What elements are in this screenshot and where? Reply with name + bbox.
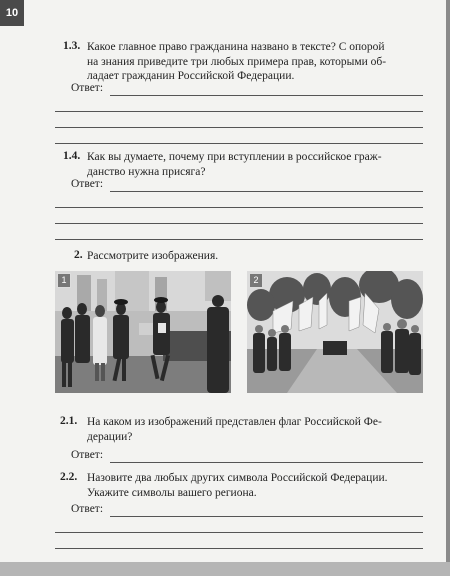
- task-1-4-line-1: Как вы думаете, почему при вступлении в российское граж-: [87, 151, 382, 163]
- task-2-1-text: [87, 415, 422, 444]
- task-2-2-line-1: Назовите два любых других символа Российской Федерации.: [87, 472, 388, 484]
- answer-line[interactable]: [55, 207, 423, 208]
- task-2-2-number: 2.2.: [60, 471, 78, 483]
- photo-2-badge: 2: [249, 273, 263, 288]
- task-1-4-text: [87, 150, 422, 179]
- answer-line[interactable]: [55, 223, 423, 224]
- answer-line[interactable]: [110, 462, 423, 463]
- answer-line[interactable]: [110, 95, 423, 96]
- task-2-2-answer-label: Ответ:: [71, 503, 104, 515]
- task-1-3-line-2: на знания приведите три любых примера прав, которыми об-: [87, 55, 387, 68]
- task-1-4-line-2: данство нужна присяга?: [87, 165, 206, 178]
- task-1-3-number: 1.3.: [63, 40, 81, 52]
- task-1-4-answer-label: Ответ:: [71, 178, 104, 190]
- task-2-2-line-2: Укажите символы вашего региона.: [87, 486, 257, 499]
- answer-line[interactable]: [55, 127, 423, 128]
- answer-line[interactable]: [110, 516, 423, 517]
- answer-line[interactable]: [110, 191, 423, 192]
- answer-line[interactable]: [55, 239, 423, 240]
- task-2-text: Рассмотрите изображения.: [87, 250, 219, 262]
- task-1-3-line-3: ладает гражданин Российской Федерации.: [87, 70, 295, 82]
- task-2-1-answer-label: Ответ:: [71, 449, 104, 461]
- page-edge-shadow: [0, 562, 450, 576]
- answer-line[interactable]: [55, 111, 423, 112]
- task-2-number: 2.: [74, 249, 83, 261]
- task-1-4-number: 1.4.: [63, 150, 81, 162]
- task-2-1-number: 2.1.: [60, 415, 78, 427]
- task-2-1-line-2: дерации?: [87, 430, 133, 443]
- answer-line[interactable]: [55, 532, 423, 533]
- photo-1-badge: 1: [57, 273, 71, 288]
- task-1-3-line-1: Какое главное право гражданина названо в тексте? С опорой: [87, 41, 385, 53]
- answer-line[interactable]: [55, 143, 423, 144]
- photo-flag-parade: [247, 271, 423, 393]
- task-2-1-line-1: На каком из изображений представлен флаг Российской Фе-: [87, 416, 382, 428]
- answer-line[interactable]: [55, 548, 423, 549]
- task-1-3-answer-label: Ответ:: [71, 82, 104, 94]
- photo-flag-parade-image: [247, 271, 423, 393]
- photo-oath-ceremony-image: [55, 271, 231, 393]
- photo-oath-ceremony: [55, 271, 231, 393]
- task-1-3-text: [87, 40, 422, 84]
- page-number: 10: [0, 0, 24, 26]
- task-2-2-text: [87, 471, 422, 500]
